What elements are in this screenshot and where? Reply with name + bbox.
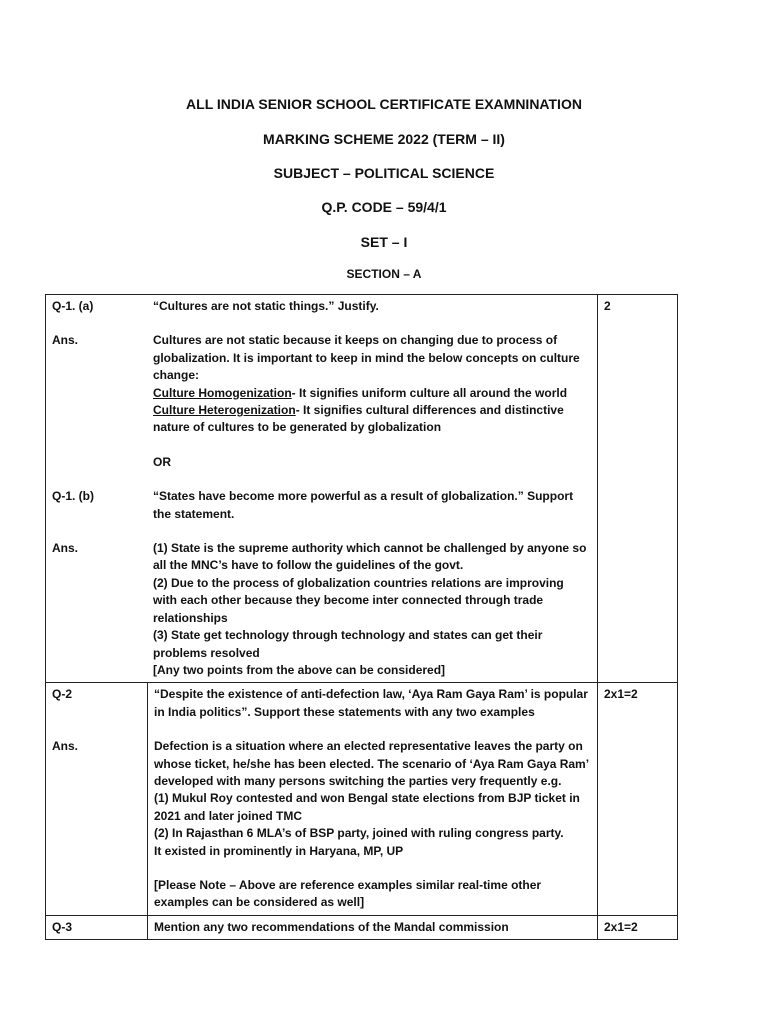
question-text: “Despite the existence of anti-defection law, ‘Aya Ram Gaya Ram’ is popular in India politics”. Support these statements with any two examples xyxy=(154,687,588,719)
question-number: Q-2 xyxy=(52,687,73,702)
question-text: “States have become more powerful as a result of globalization.” Support the statement. xyxy=(153,489,574,521)
table-row xyxy=(46,915,678,939)
answer-point: (3) State get technology through technology and states can get their problems resolved xyxy=(153,628,543,660)
subject-title: SUBJECT – POLITICAL SCIENCE xyxy=(273,165,495,181)
term-homogenization: Culture Homogenization xyxy=(153,385,292,400)
answer-point: It existed in prominently in Haryana, MP, UP xyxy=(154,843,404,858)
marking-scheme-table xyxy=(45,294,678,940)
answer-text xyxy=(153,540,591,679)
table-row xyxy=(46,683,678,915)
answer-label: Ans. xyxy=(52,541,79,556)
answer-text xyxy=(153,332,591,471)
question-number-cell: Q-3 xyxy=(46,915,148,939)
marking-scheme-title: MARKING SCHEME 2022 (TERM – II) xyxy=(263,131,505,147)
marks-cell: 2x1=2 xyxy=(598,915,678,939)
answer-label: Ans. xyxy=(52,333,79,348)
answer-label: Ans. xyxy=(52,738,79,753)
question-cell xyxy=(148,683,598,915)
question-number: Q-1. (b) xyxy=(52,489,94,504)
marks-cell: 2x1=2 xyxy=(598,683,678,915)
question-text: “Cultures are not static things.” Justify. xyxy=(153,299,379,313)
exam-title: ALL INDIA SENIOR SCHOOL CERTIFICATE EXAMNINATION xyxy=(186,96,582,112)
answer-point: (2) In Rajasthan 6 MLA’s of BSP party, joined with ruling congress party. xyxy=(154,826,564,841)
answer-term-line xyxy=(153,402,591,437)
term-homogenization-text: - It signifies uniform culture all around the world xyxy=(291,385,568,400)
answer-intro: Defection is a situation where an elected representative leaves the party on whose ticket, he/she has been elected. The scenario of ‘Aya Ram Gaya Ram’ developed with many persons switching the parties very frequently e.g. xyxy=(154,739,589,788)
qp-code: Q.P. CODE – 59/4/1 xyxy=(321,199,447,215)
answer-note: [Please Note – Above are reference examples similar real-time other examples can be considered as well] xyxy=(154,877,542,910)
answer-note: [Any two points from the above can be considered] xyxy=(153,662,446,677)
answer-point: (1) Mukul Roy contested and won Bengal state elections from BJP ticket in 2021 and later joined TMC xyxy=(154,791,580,823)
or-separator: OR xyxy=(153,454,171,469)
answer-point: (1) State is the supreme authority which cannot be challenged by anyone so all the MNC’s have to follow the guidelines of the govt. xyxy=(153,541,587,573)
term-heterogenization-text: - It signifies cultural differences and distinctive nature of cultures to be generated by globalization xyxy=(153,403,564,435)
question-number: Q-1. (a) xyxy=(52,299,94,313)
question-text: Mention any two recommendations of the Mandal commission xyxy=(148,915,598,939)
answer-point: (2) Due to the process of globalization countries relations are improving with each other because they become inter connected through trade relationships xyxy=(153,575,564,625)
table-row xyxy=(46,295,678,683)
marks-cell: 2 xyxy=(598,295,678,683)
answer-intro: Cultures are not static because it keeps on changing due to process of globalization. It is important to keep in mind the below concepts on culture change: xyxy=(153,333,580,383)
term-heterogenization: Culture Heterogenization xyxy=(153,403,296,418)
set-label: SET – I xyxy=(360,234,408,250)
question-number-cell xyxy=(46,683,148,915)
question-cell xyxy=(46,295,598,683)
section-label: SECTION – A xyxy=(346,267,422,281)
answer-term-line xyxy=(153,385,591,402)
